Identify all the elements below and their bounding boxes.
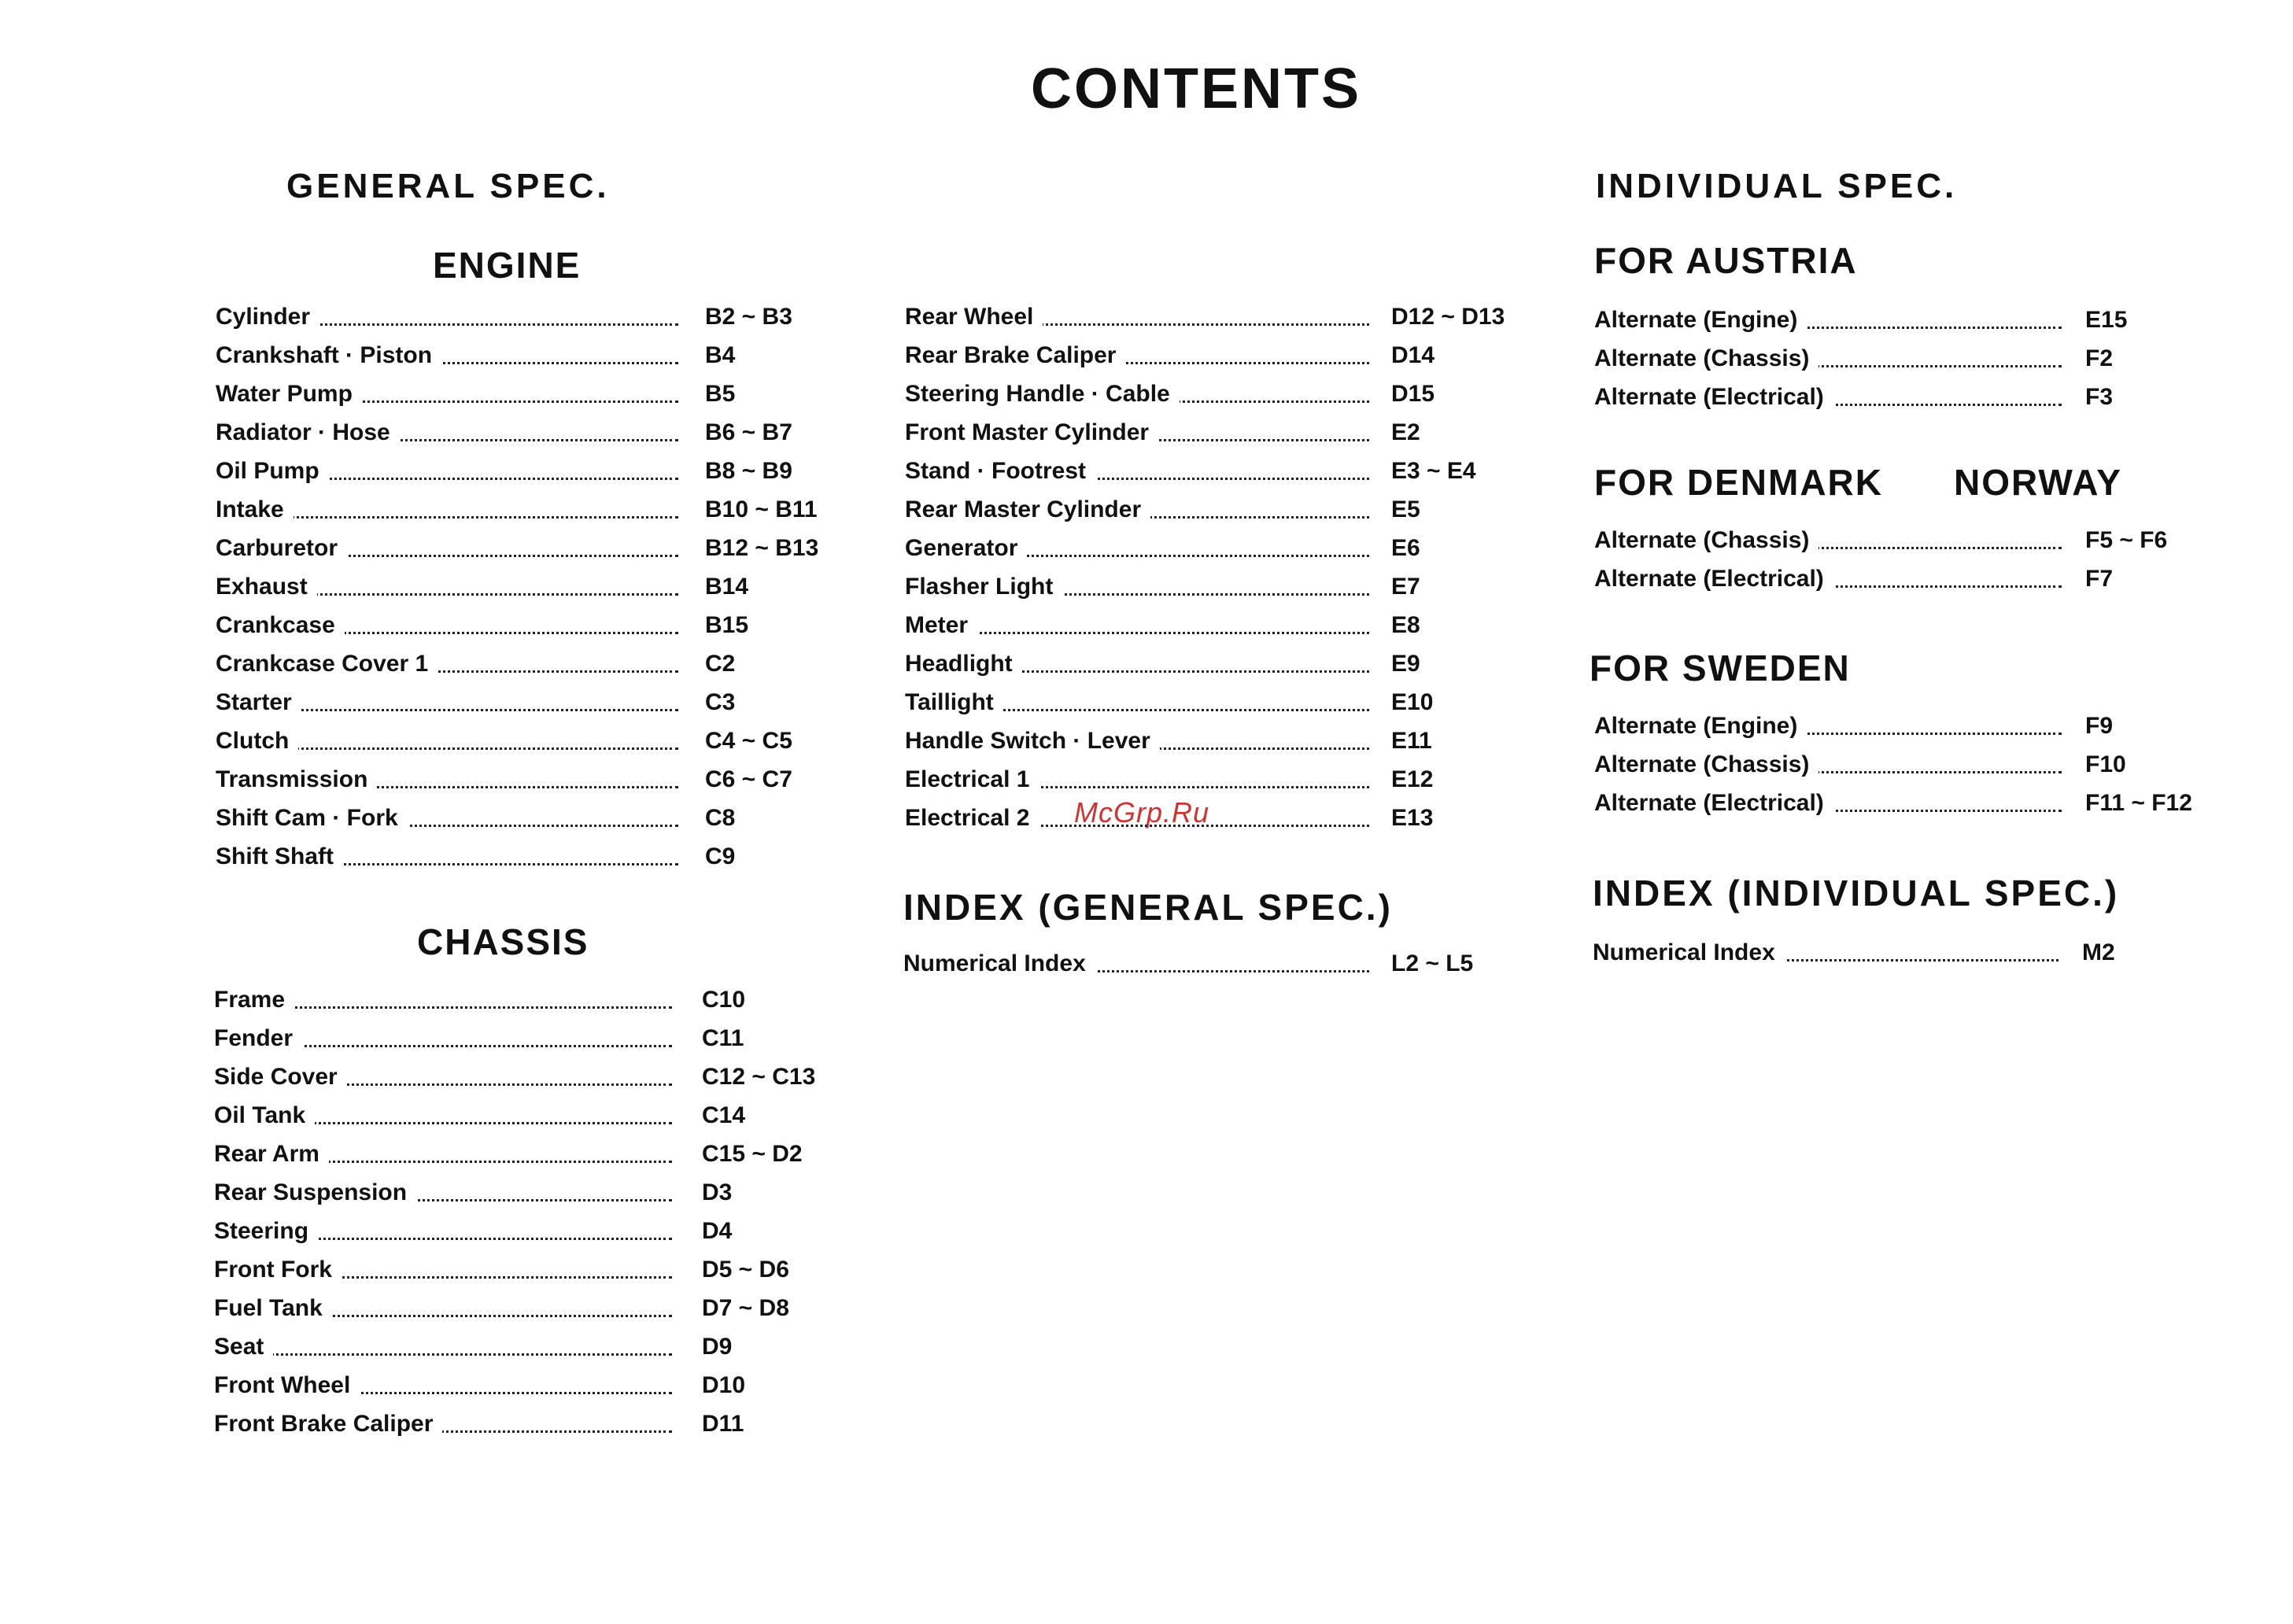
toc-entry-label: Rear Wheel <box>905 297 1043 336</box>
toc-entry-page: D5 ~ D6 <box>702 1257 789 1283</box>
toc-entry <box>905 567 1550 606</box>
toc-entry <box>216 529 845 567</box>
toc-entry-page: C14 <box>702 1102 746 1128</box>
toc-entry-label: Shift Shaft <box>216 837 343 876</box>
toc-entry-label: Front Wheel <box>214 1366 360 1404</box>
toc-entry-label: Exhaust <box>216 567 317 606</box>
toc-entry-label: Starter <box>216 683 301 722</box>
norway-heading: NORWAY <box>1953 462 2122 503</box>
toc-entry <box>216 297 845 336</box>
toc-entry-page: B15 <box>705 612 749 638</box>
toc-entry <box>214 1019 844 1057</box>
toc-entry-label: Numerical Index <box>903 944 1095 983</box>
engine-list <box>216 297 845 876</box>
toc-entry-label: Radiator · Hose <box>216 413 400 452</box>
toc-entry-page: B14 <box>705 574 749 600</box>
toc-entry <box>214 1096 844 1135</box>
toc-entry-label: Water Pump <box>216 375 362 413</box>
toc-entry-page: F9 <box>2085 713 2114 739</box>
toc-entry-label: Crankcase Cover 1 <box>216 644 438 683</box>
toc-entry-page: E5 <box>1391 496 1420 522</box>
toc-entry-label: Crankcase <box>216 606 345 644</box>
toc-entry <box>216 606 845 644</box>
austria-list <box>1594 301 2224 416</box>
toc-entry-label: Alternate (Engine) <box>1594 301 1807 339</box>
toc-entry <box>214 980 844 1019</box>
toc-entry-page: D4 <box>702 1218 733 1244</box>
toc-entry-label: Alternate (Chassis) <box>1594 339 1819 378</box>
toc-entry-page: F11 ~ F12 <box>2085 790 2192 816</box>
toc-entry-label: Alternate (Electrical) <box>1594 784 1833 822</box>
toc-entry-page: C3 <box>705 689 736 715</box>
toc-entry-label: Carburetor <box>216 529 347 567</box>
chassis-list <box>214 980 844 1443</box>
toc-entry <box>214 1366 844 1404</box>
toc-entry <box>216 452 845 490</box>
toc-entry-label: Transmission <box>216 760 377 799</box>
toc-entry-page: C6 ~ C7 <box>705 766 792 792</box>
toc-entry-page: M2 <box>2082 939 2115 965</box>
toc-entry-page: D3 <box>702 1179 733 1205</box>
toc-entry <box>1594 521 2224 559</box>
individual-spec-heading: INDIVIDUAL SPEC. <box>1596 167 1958 205</box>
austria-heading: FOR AUSTRIA <box>1594 240 1858 281</box>
engine-heading: ENGINE <box>433 245 582 286</box>
toc-entry-page: E9 <box>1391 651 1420 677</box>
toc-entry-page: D9 <box>702 1334 733 1360</box>
toc-entry <box>1594 745 2239 784</box>
toc-entry-label: Oil Tank <box>214 1096 315 1135</box>
toc-entry <box>214 1327 844 1366</box>
toc-entry <box>1594 707 2239 745</box>
toc-entry-page: C8 <box>705 805 736 831</box>
toc-entry-label: Alternate (Chassis) <box>1594 521 1819 559</box>
toc-entry <box>216 375 845 413</box>
toc-entry-label: Taillight <box>905 683 1003 722</box>
toc-entry-page: F10 <box>2085 751 2126 777</box>
toc-entry <box>214 1212 844 1250</box>
toc-entry-label: Fender <box>214 1019 302 1057</box>
toc-entry <box>214 1289 844 1327</box>
toc-entry <box>216 644 845 683</box>
toc-entry <box>216 490 845 529</box>
toc-entry <box>1593 933 2222 972</box>
denmark-norway-list <box>1594 521 2224 598</box>
toc-entry-label: Front Fork <box>214 1250 342 1289</box>
toc-entry-label: Rear Arm <box>214 1135 329 1173</box>
toc-entry-label: Generator <box>905 529 1027 567</box>
toc-entry <box>905 452 1550 490</box>
index-general-heading: INDEX (GENERAL SPEC.) <box>903 887 1393 928</box>
toc-entry-page: F3 <box>2085 384 2114 410</box>
toc-entry-page: D7 ~ D8 <box>702 1295 789 1321</box>
toc-entry-label: Front Brake Caliper <box>214 1404 442 1443</box>
toc-entry <box>214 1135 844 1173</box>
page-title: CONTENTS <box>1031 57 1361 120</box>
toc-entry <box>905 529 1550 567</box>
toc-entry-page: C15 ~ D2 <box>702 1141 803 1167</box>
toc-entry <box>1594 559 2224 598</box>
toc-entry <box>1594 784 2239 822</box>
toc-entry <box>905 799 1550 837</box>
toc-entry <box>216 799 845 837</box>
toc-entry-page: C12 ~ C13 <box>702 1064 816 1090</box>
denmark-norway-heading <box>1594 461 2122 504</box>
toc-entry-page: C9 <box>705 843 736 869</box>
toc-entry-label: Crankshaft · Piston <box>216 336 441 375</box>
toc-entry <box>905 413 1550 452</box>
toc-entry-page: E6 <box>1391 535 1420 561</box>
toc-entry-page: F5 ~ F6 <box>2085 527 2168 553</box>
general-spec-heading: GENERAL SPEC. <box>286 167 610 205</box>
denmark-heading: FOR DENMARK <box>1594 462 1883 503</box>
toc-entry <box>214 1057 844 1096</box>
toc-entry-label: Oil Pump <box>216 452 329 490</box>
toc-entry-page: B5 <box>705 381 736 407</box>
toc-entry-page: F2 <box>2085 345 2114 371</box>
chassis-heading: CHASSIS <box>417 921 589 962</box>
toc-entry <box>905 722 1550 760</box>
toc-entry-label: Handle Switch · Lever <box>905 722 1160 760</box>
toc-entry <box>1594 339 2224 378</box>
toc-entry-page: C10 <box>702 987 746 1013</box>
toc-entry <box>905 490 1550 529</box>
toc-entry-page: C4 ~ C5 <box>705 728 792 754</box>
toc-entry-label: Seat <box>214 1327 273 1366</box>
toc-entry-label: Steering <box>214 1212 318 1250</box>
toc-entry <box>905 606 1550 644</box>
toc-entry <box>903 944 1549 983</box>
toc-entry-label: Electrical 1 <box>905 760 1039 799</box>
toc-entry <box>216 760 845 799</box>
index-individual-list <box>1593 933 2222 972</box>
toc-entry-page: E7 <box>1391 574 1420 600</box>
toc-entry-label: Clutch <box>216 722 298 760</box>
index-individual-heading: INDEX (INDIVIDUAL SPEC.) <box>1593 873 2120 914</box>
index-general-list <box>903 944 1549 983</box>
toc-entry-label: Stand · Footrest <box>905 452 1095 490</box>
toc-entry-label: Numerical Index <box>1593 933 1785 972</box>
toc-entry-label: Meter <box>905 606 977 644</box>
toc-entry-label: Alternate (Electrical) <box>1594 559 1833 598</box>
toc-entry-label: Front Master Cylinder <box>905 413 1158 452</box>
toc-entry-page: E8 <box>1391 612 1420 638</box>
toc-entry-page: B2 ~ B3 <box>705 304 792 330</box>
toc-entry <box>1594 378 2224 416</box>
toc-entry-label: Shift Cam · Fork <box>216 799 408 837</box>
toc-entry-label: Steering Handle · Cable <box>905 375 1180 413</box>
toc-entry-label: Flasher Light <box>905 567 1062 606</box>
toc-entry <box>214 1173 844 1212</box>
toc-entry <box>905 375 1550 413</box>
toc-entry <box>216 413 845 452</box>
toc-entry-label: Fuel Tank <box>214 1289 332 1327</box>
toc-entry <box>905 336 1550 375</box>
toc-entry-page: E15 <box>2085 307 2128 333</box>
toc-entry-page: C11 <box>702 1025 744 1051</box>
toc-entry-page: E11 <box>1391 728 1432 754</box>
toc-entry <box>905 683 1550 722</box>
toc-entry-page: E3 ~ E4 <box>1391 458 1476 484</box>
toc-entry-label: Cylinder <box>216 297 319 336</box>
toc-entry-label: Headlight <box>905 644 1022 683</box>
toc-entry-page: D14 <box>1391 342 1435 368</box>
toc-entry <box>216 336 845 375</box>
toc-entry-label: Alternate (Chassis) <box>1594 745 1819 784</box>
toc-entry-label: Side Cover <box>214 1057 347 1096</box>
toc-entry <box>905 760 1550 799</box>
toc-entry-page: E10 <box>1391 689 1434 715</box>
toc-entry <box>905 297 1550 336</box>
toc-entry-label: Intake <box>216 490 294 529</box>
toc-entry-page: D10 <box>702 1372 746 1398</box>
watermark: McGrp.Ru <box>1074 796 1210 829</box>
toc-entry <box>216 567 845 606</box>
sweden-list <box>1594 707 2239 822</box>
toc-entry <box>1594 301 2224 339</box>
toc-entry-page: B12 ~ B13 <box>705 535 819 561</box>
toc-entry-page: D12 ~ D13 <box>1391 304 1505 330</box>
toc-entry <box>905 644 1550 683</box>
toc-entry-page: F7 <box>2085 566 2114 592</box>
toc-entry-page: B6 ~ B7 <box>705 419 792 445</box>
toc-entry <box>216 722 845 760</box>
toc-entry-page: L2 ~ L5 <box>1391 950 1474 976</box>
sweden-heading: FOR SWEDEN <box>1590 648 1851 688</box>
toc-entry <box>216 683 845 722</box>
toc-entry <box>214 1404 844 1443</box>
toc-entry <box>214 1250 844 1289</box>
toc-entry <box>216 837 845 876</box>
toc-entry-label: Alternate (Electrical) <box>1594 378 1833 416</box>
toc-entry-label: Rear Master Cylinder <box>905 490 1150 529</box>
toc-entry-label: Alternate (Engine) <box>1594 707 1807 745</box>
toc-entry-page: D15 <box>1391 381 1435 407</box>
toc-entry-label: Frame <box>214 980 294 1019</box>
toc-entry-label: Electrical 2 <box>905 799 1039 837</box>
toc-entry-page: E13 <box>1391 805 1434 831</box>
dot-leader <box>214 1327 672 1356</box>
toc-entry-page: E2 <box>1391 419 1420 445</box>
toc-entry-page: B8 ~ B9 <box>705 458 792 484</box>
toc-entry-label: Rear Suspension <box>214 1173 416 1212</box>
continued-list <box>905 297 1550 837</box>
toc-entry-page: D11 <box>702 1411 744 1437</box>
toc-entry-page: E12 <box>1391 766 1434 792</box>
toc-entry-label: Rear Brake Caliper <box>905 336 1125 375</box>
toc-entry-page: B4 <box>705 342 736 368</box>
toc-entry-page: B10 ~ B11 <box>705 496 818 522</box>
toc-entry-page: C2 <box>705 651 736 677</box>
